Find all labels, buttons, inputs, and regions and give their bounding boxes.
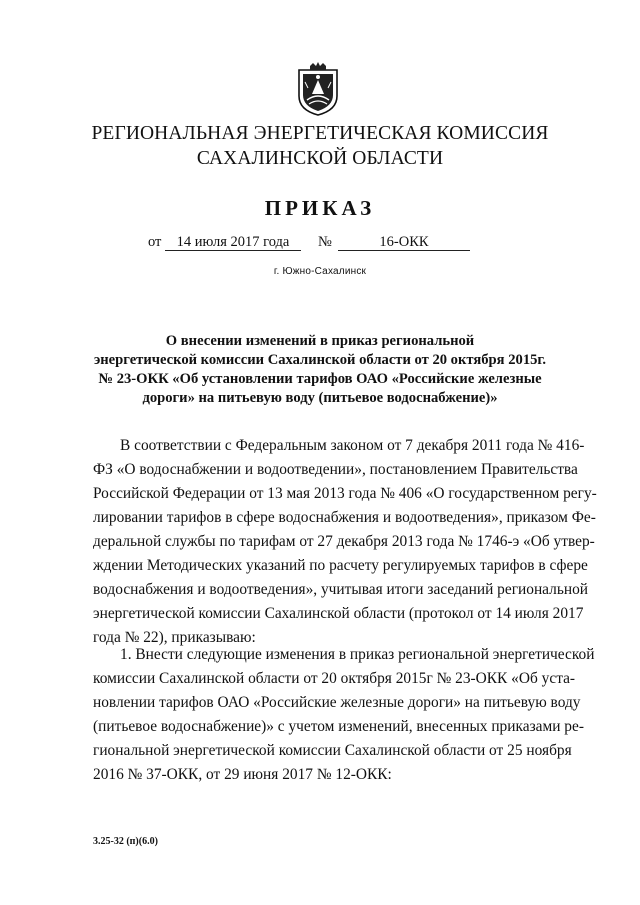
paragraph-line: комиссии Сахалинской области от 20 октября 2015г № 23-ОКК «Об уста- [93,670,576,687]
footer-document-code: 3.25-32 (п)(6.0) [93,836,158,847]
subject-line: энергетической комиссии Сахалинской области от 20 октября 2015г. [93,352,547,368]
paragraph-line: 2016 № 37-ОКК, от 29 июня 2017 № 12-ОКК: [93,766,392,783]
paragraph-line: Российской Федерации от 13 мая 2013 года № 406 «О государственном регу- [93,485,597,502]
paragraph-line: ФЗ «О водоснабжении и водоотведении», постановлением Правительства [93,461,578,478]
organization-name [0,121,640,171]
document-date: 14 июля 2017 года [165,234,301,251]
subject-line: № 23-ОКК «Об установлении тарифов ОАО «Российские железные [98,371,542,387]
organization-name-line2: САХАЛИНСКОЙ ОБЛАСТИ [196,148,444,169]
subject-line: дороги» на питьевую воду (питьевое водоснабжение)» [142,390,498,406]
document-number: 16-ОКК [338,234,470,251]
organization-name-line1: РЕГИОНАЛЬНАЯ ЭНЕРГЕТИЧЕСКАЯ КОМИССИЯ [91,123,549,144]
paragraph-line: (питьевое водоснабжение)» с учетом изменений, внесенных приказами ре- [93,718,584,735]
paragraph-line: лировании тарифов в сфере водоснабжения и водоотведения», приказом Фе- [93,509,596,526]
sakhalin-coat-of-arms-icon [295,62,341,116]
date-prefix: от [148,234,162,250]
paragraph-line: водоснабжения и водоотведения», учитывая итоги заседаний региональной [93,581,589,598]
paragraph-line: 1. Внести следующие изменения в приказ региональной энергетической [120,646,595,663]
item-1-paragraph [93,643,595,787]
number-prefix: № [318,234,332,250]
paragraph-line: гиональной энергетической комиссии Сахалинской области от 25 ноября [93,742,572,759]
paragraph-line: энергетической комиссии Сахалинской области (протокол от 14 июля 2017 [93,605,584,622]
paragraph-line: года № 22), приказываю: [93,629,256,646]
subject-line: О внесении изменений в приказ региональной [165,333,475,349]
document-subject [90,332,550,408]
paragraph-line: В соответствии с Федеральным законом от 7 декабря 2011 года № 416- [120,437,585,454]
paragraph-line: ждении Методических указаний по расчету регулируемых тарифов в сфере [93,557,588,574]
city-name: г. Южно-Сахалинск [273,266,367,277]
paragraph-line: новлении тарифов ОАО «Российские железные дороги» на питьевую воду [93,694,581,711]
document-type-title: ПРИКАЗ [264,196,376,220]
paragraph-line: деральной службы по тарифам от 27 декабря 2013 года № 1746-э «Об утвер- [93,533,595,550]
basis-paragraph [93,434,597,650]
